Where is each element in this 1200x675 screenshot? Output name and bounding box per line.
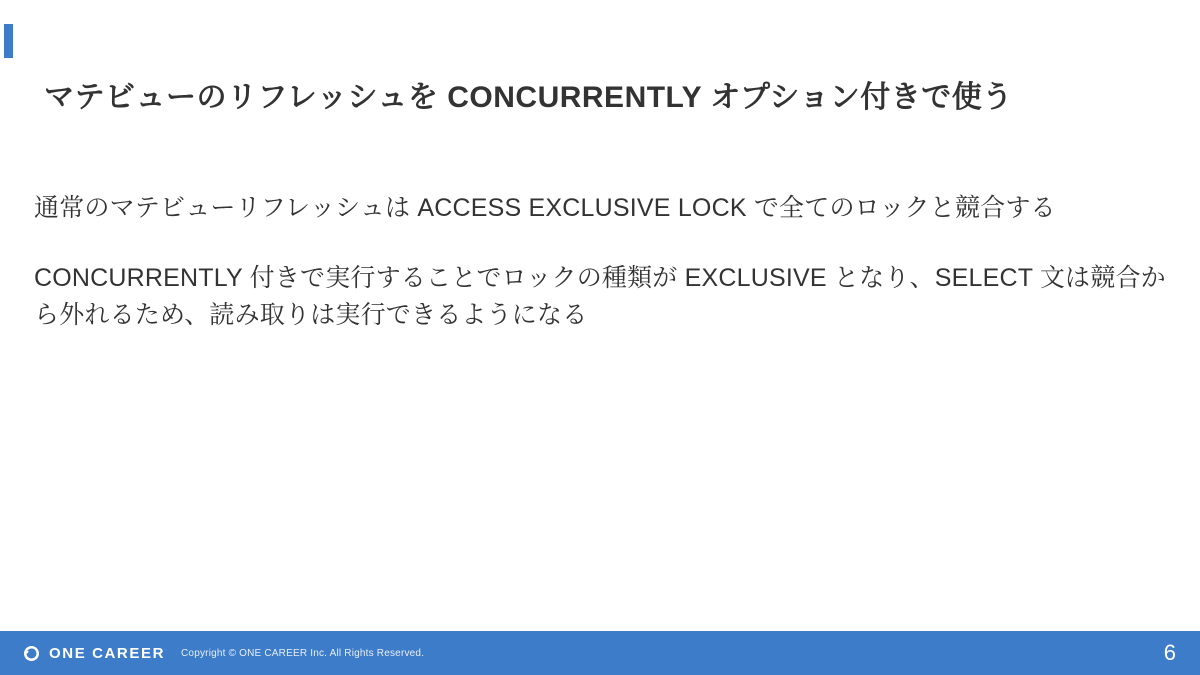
slide-body: [34, 190, 1174, 333]
one-career-logo-icon: [22, 644, 41, 663]
footer-copyright: Copyright © ONE CAREER Inc. All Rights Reserved.: [181, 647, 425, 659]
footer-logo-text: ONE CAREER: [49, 644, 166, 662]
footer-logo: [22, 644, 165, 663]
slide-title: マテビューのリフレッシュを CONCURRENTLY オプション付きで使う: [44, 81, 1013, 114]
slide-footer: [0, 631, 1200, 675]
title-accent-bar: [4, 24, 13, 58]
body-paragraph-1: 通常のマテビューリフレッシュは ACCESS EXCLUSIVE LOCK で全てのロックと競合する: [34, 194, 1056, 222]
page-number: 6: [1163, 640, 1176, 665]
body-paragraph-2: CONCURRENTLY 付きで実行することでロックの種類が EXCLUSIVE となり、SELECT 文は競合から外れるため、読み取りは実行できるようになる: [34, 264, 1166, 329]
